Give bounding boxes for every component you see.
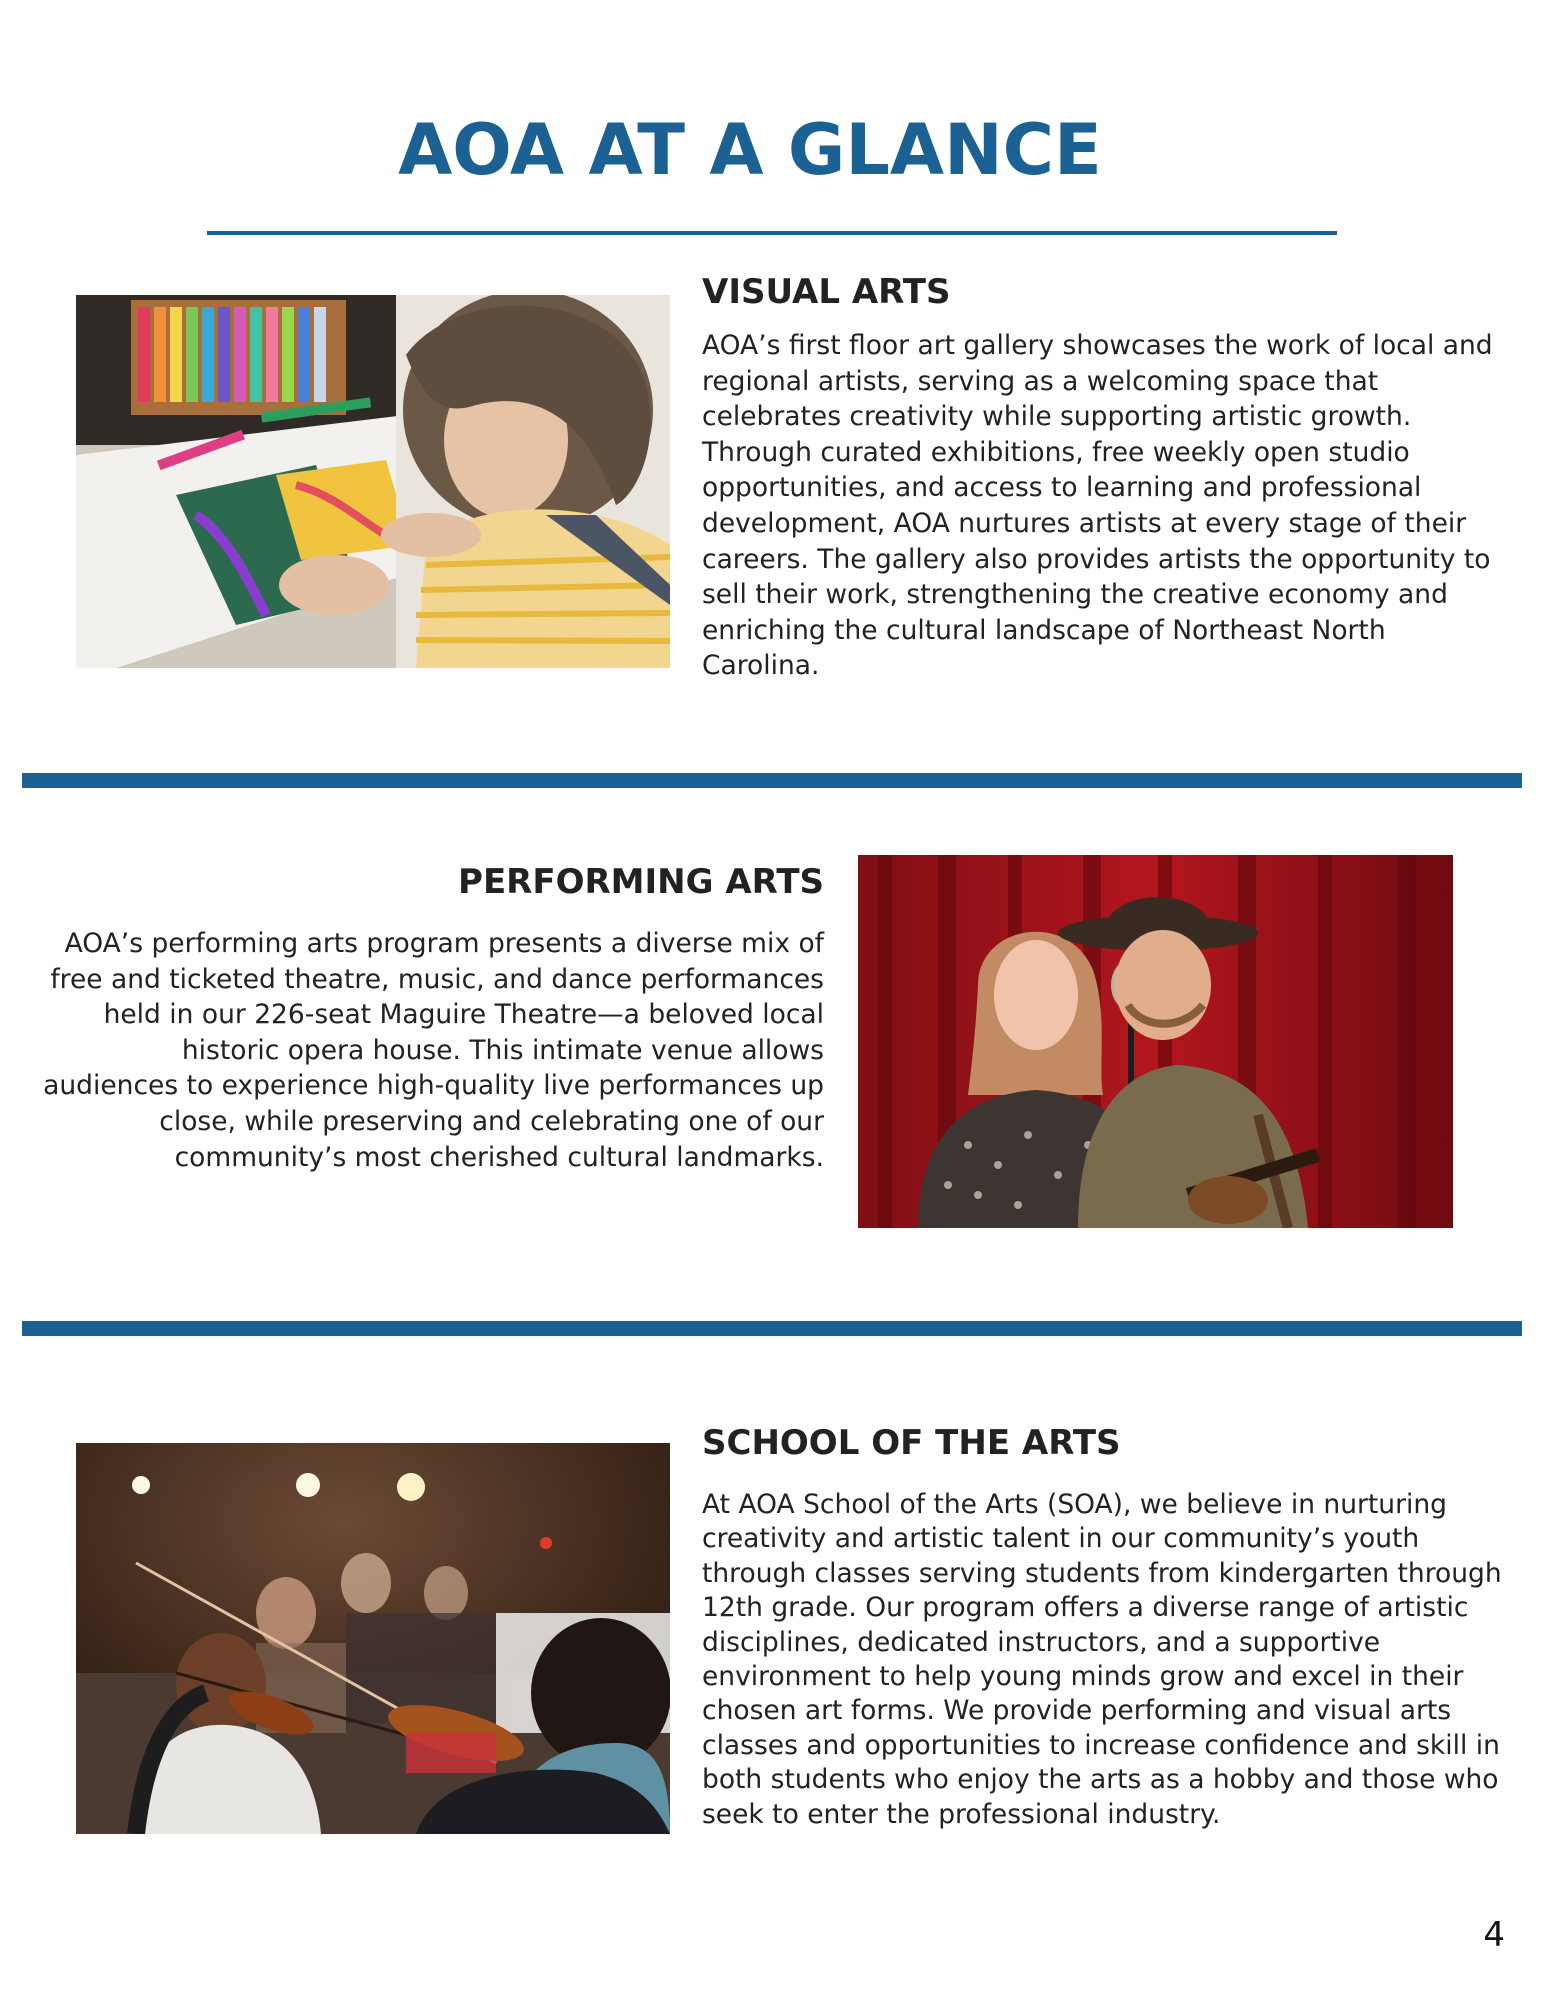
page-number: 4 (1483, 1915, 1505, 1955)
visual-arts-photo (76, 295, 670, 668)
visual-arts-body: AOA’s first floor art gallery showcases the work of local and regional artists, serving as a welcoming space that celebrates creativity while supporting artistic growth. Through curated exhibitions, free weekly open studio opportunities, and access to learning and professional development, AOA nurtures artists at every stage of their careers. The gallery also provides artists the opportunity to sell their work, strengthening the creative economy and enriching the cultural landscape of Northeast North Carolina. (702, 330, 1493, 682)
section-divider-2 (22, 1321, 1522, 1336)
performing-arts-body: AOA’s performing arts program presents a diverse mix of free and ticketed theatre, music, and dance performances held in our 226-seat Maguire Theatre—a beloved local historic opera house. This intimate venue allows audiences to experience high-quality live performances up close, while preserving and celebrating one of our community’s most cherished cultural landmarks. (43, 928, 824, 1173)
performing-arts-heading: PERFORMING ARTS (458, 862, 824, 902)
visual-arts-heading: VISUAL ARTS (702, 272, 951, 312)
school-of-arts-photo (76, 1443, 670, 1834)
page-title: AOA AT A GLANCE (398, 109, 1102, 191)
school-of-arts-body: At AOA School of the Arts (SOA), we believe in nurturing creativity and artistic talent in our community’s youth through classes serving students from kindergarten through 12th grade. Our program offers a diverse range of artistic disciplines, dedicated instructors, and a supportive environment to help young minds grow and excel in their chosen art forms. We provide performing and visual arts classes and opportunities to increase confidence and skill in both students who enjoy the arts as a hobby and those who seek to enter the professional industry. (702, 1489, 1502, 1830)
performing-arts-photo (858, 855, 1453, 1228)
section-divider-1 (22, 773, 1522, 788)
school-of-arts-heading: SCHOOL OF THE ARTS (702, 1423, 1121, 1463)
title-underline (207, 231, 1337, 235)
